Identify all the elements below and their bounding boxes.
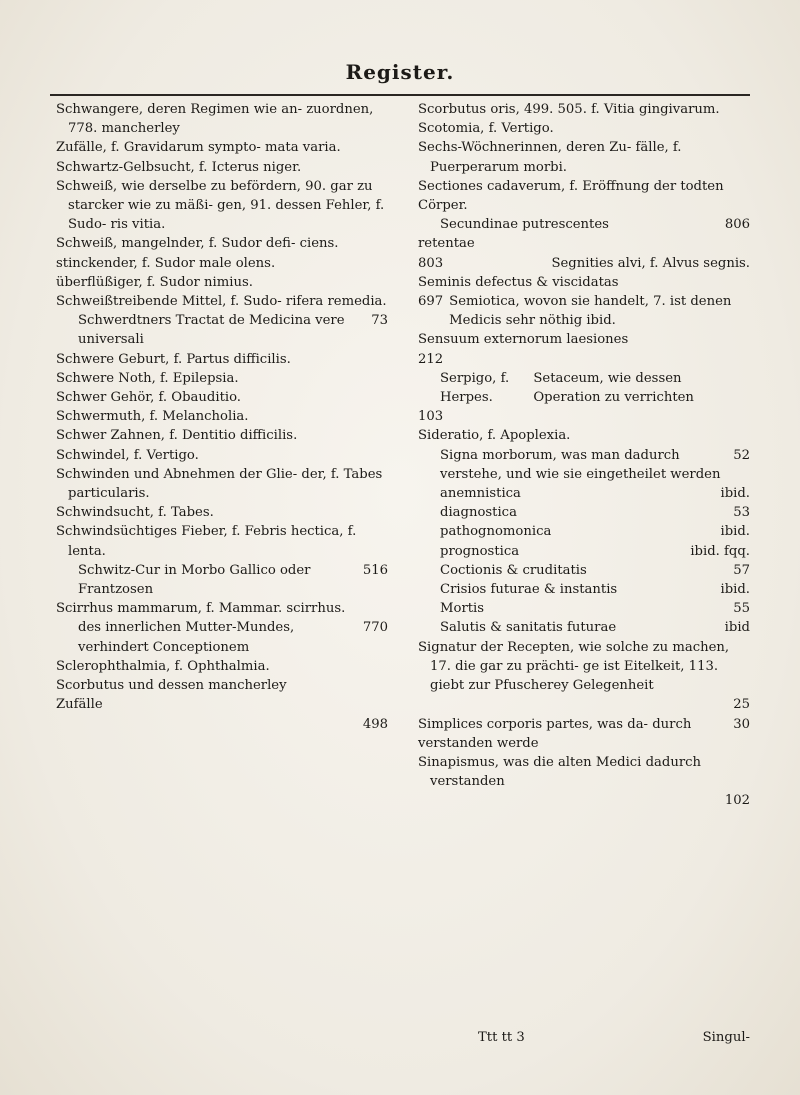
index-entry: Schwindsüchtiges Fieber, f. Febris hectica, f. lenta. [56, 524, 357, 559]
index-entry: Schwer Gehör, f. Obauditio. [56, 390, 241, 406]
index-entry-with-page: Salutis & sanitatis futurae ibid [440, 620, 750, 636]
index-entry: Signatur der Recepten, wie solche zu machen, 17. die gar zu prächti- ge ist Eitelkeit, 113. giebt zur Pfuscherey Gelegenheit [418, 639, 730, 694]
index-entry-with-page: Simplices corporis partes, was da- durch verstanden werde 30 [418, 716, 750, 751]
index-entry: Zufälle [56, 697, 103, 713]
index-entry: Schwindsucht, f. Tabes. [56, 505, 214, 521]
index-entry: Sensuum externorum laesiones [418, 332, 629, 348]
index-entry: Schwinden und Abnehmen der Glie- der, f. Tabes particularis. [56, 466, 383, 502]
index-entry: Scorbutus und dessen mancherley [56, 678, 287, 694]
index-entry-with-page: diagnostica 53 [440, 505, 750, 521]
index-entry-with-page: prognostica ibid. fqq. [440, 543, 750, 559]
index-entry-with-page: Coctionis & cruditatis 57 [440, 562, 750, 578]
index-entry-with-page: Schwerdtners Tractat de Medicina vere universali 73 [78, 313, 388, 348]
index-entry-with-page: 803 Segnities alvi, f. Alvus segnis. [418, 255, 750, 271]
index-entry-with-page: Sectiones cadaverum, f. Eröffnung der todten Cörper. [418, 178, 724, 214]
index-entry: Schwere Geburt, f. Partus difficilis. [56, 351, 291, 367]
index-entry: Schwindel, f. Vertigo. [56, 447, 199, 463]
index-entry: Sinapismus, was die alten Medici dadurch verstanden [418, 754, 702, 790]
catchword: Singul- [702, 1030, 750, 1045]
index-entry-with-page: 697 Semiotica, wovon sie handelt, 7. ist denen Medicis sehr nöthig ibid. [418, 294, 732, 329]
index-entry-with-page: Crisios futurae & instantis ibid. [440, 582, 750, 598]
index-entry-with-page: des innerlichen Mutter-Mundes, verhindert Conceptionem 770 [78, 620, 388, 655]
index-entry: Schwangere, deren Regimen wie an- zuordnen, 778. mancherley [56, 102, 374, 137]
index-entry: Schwer Zahnen, f. Dentitio difficilis. [56, 428, 298, 444]
index-entry-with-page: 498 [362, 716, 388, 732]
index-entry-with-page: Signa morborum, was man dadurch verstehe, und wie sie eingetheilet werden 52 [440, 447, 750, 482]
index-entry: Schweiß, mangelnder, f. Sudor defi- ciens. [56, 236, 339, 252]
index-entry: Schweißtreibende Mittel, f. Sudo- rifera remedia. [56, 294, 387, 310]
index-entry: überflüßiger, f. Sudor nimius. [56, 274, 253, 290]
index-entry-with-page: pathognomonica ibid. [440, 524, 750, 540]
left-column [56, 100, 388, 734]
index-entry-with-page: Serpigo, f. Herpes. Setaceum, wie dessen Operation zu verrichten [440, 370, 694, 406]
index-entry-with-page: anemnistica ibid. [440, 486, 750, 502]
index-entry: Scorbutus oris, 499. 505. f. Vitia gingivarum. [418, 102, 720, 117]
index-entry: Schwermuth, f. Melancholia. [56, 409, 249, 425]
index-entry: Schweiß, wie derselbe zu befördern, 90. gar zu starcker wie zu mäßi- gen, 91. dessen Fehler, f. Sudo- ris vitia. [56, 178, 385, 233]
index-entry: Scotomia, f. Vertigo. [418, 121, 554, 137]
index-entry: Sideratio, f. Apoplexia. [418, 428, 571, 444]
index-entry-with-page: 25 [733, 697, 750, 713]
index-entry: Seminis defectus & viscidatas [418, 274, 619, 290]
index-entry-with-page: Secundinae putrescentes 806 [440, 217, 750, 233]
index-entry: stinckender, f. Sudor male olens. [56, 255, 276, 271]
index-entry: Zufälle, f. Gravidarum sympto- mata varia. [56, 140, 341, 156]
index-entry-with-page: Mortis 55 [440, 601, 750, 617]
index-entry: 212 [418, 351, 444, 367]
header-rule [50, 94, 750, 96]
index-entry: Sclerophthalmia, f. Ophthalmia. [56, 658, 270, 674]
right-column [418, 100, 750, 811]
index-entry-with-page: Schwitz-Cur in Morbo Gallico oder Frantzosen 516 [78, 562, 388, 598]
running-head: Register. [345, 60, 455, 84]
index-entry: Scirrhus mammarum, f. Mammar. scirrhus. [56, 601, 346, 617]
signature-mark: Ttt tt 3 [478, 1030, 525, 1045]
index-entry-with-page: 102 [724, 793, 750, 809]
index-entry: Schwere Noth, f. Epilepsia. [56, 370, 239, 386]
index-entry: Sechs-Wöchnerinnen, deren Zu- fälle, f. Puerperarum morbi. [418, 140, 682, 175]
index-entry: 103 [418, 409, 444, 425]
index-entry: Schwartz-Gelbsucht, f. Icterus niger. [56, 159, 302, 175]
index-entry: retentae [418, 236, 475, 252]
